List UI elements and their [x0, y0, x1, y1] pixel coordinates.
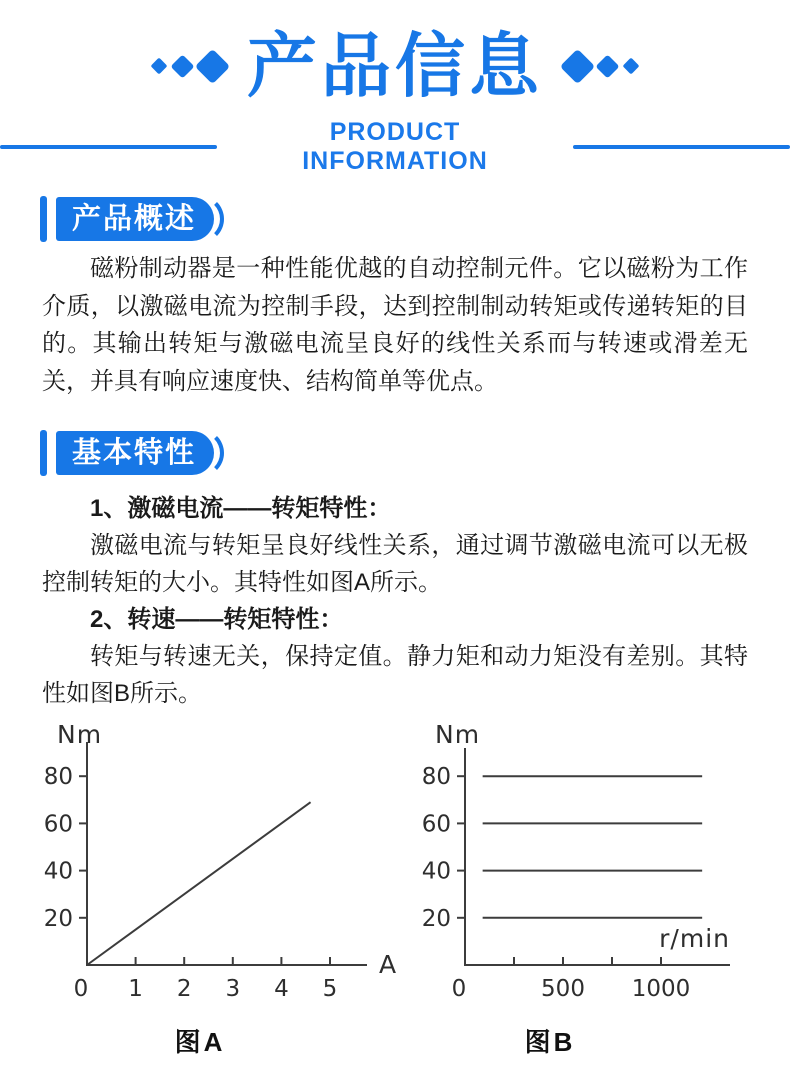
diamond-large-icon	[195, 48, 230, 83]
svg-text:60: 60	[421, 811, 451, 838]
svg-text:4: 4	[274, 976, 289, 1002]
svg-text:Nm: Nm	[435, 720, 481, 749]
svg-text:20: 20	[421, 905, 451, 932]
figure-a-caption: 图A	[174, 1027, 226, 1057]
section-badge-characteristics	[40, 429, 224, 477]
figure-b-chart	[420, 712, 770, 1012]
svg-text:60: 60	[43, 811, 73, 838]
title-row	[0, 26, 790, 106]
svg-text:20: 20	[43, 905, 73, 932]
badge-accent-bar	[40, 196, 47, 242]
svg-text:1: 1	[128, 976, 143, 1002]
section-badge-label: 基本特性	[56, 431, 214, 475]
diamond-medium-icon	[595, 54, 619, 78]
subtitle-rule-left	[0, 145, 217, 149]
diamond-ornament-left	[153, 54, 225, 79]
feature-1-heading: 1、激磁电流——转矩特性：	[90, 495, 392, 522]
page-header	[0, 0, 790, 176]
svg-text:3: 3	[225, 976, 241, 1002]
figure-a-chart	[40, 712, 410, 1012]
svg-text:5: 5	[322, 976, 338, 1002]
page-title: 产品信息	[247, 27, 543, 105]
figure-b-caption: 图B	[524, 1027, 576, 1057]
diamond-small-icon	[151, 58, 168, 75]
badge-accent-bar	[40, 430, 47, 476]
subtitle-rule-right	[573, 145, 790, 149]
badge-arc-icon	[176, 195, 224, 243]
feature-2-heading: 2、转速——转矩特性：	[90, 606, 344, 633]
page-subtitle: PRODUCT INFORMATION	[302, 118, 488, 175]
diamond-medium-icon	[170, 54, 194, 78]
svg-text:0: 0	[73, 976, 89, 1002]
badge-arc-icon	[176, 429, 224, 477]
subtitle-row	[0, 118, 790, 176]
svg-text:40: 40	[421, 858, 451, 885]
characteristics-block	[42, 490, 748, 712]
svg-text:80: 80	[421, 764, 451, 791]
svg-text:80: 80	[43, 764, 73, 791]
diamond-small-icon	[623, 58, 640, 75]
svg-text:0: 0	[451, 976, 467, 1002]
diamond-ornament-right	[565, 54, 637, 79]
diamond-large-icon	[560, 48, 595, 83]
section-badge-label: 产品概述	[56, 197, 214, 241]
feature-1-body: 激磁电流与转矩呈良好线性关系，通过调节激磁电流可以无极控制转矩的大小。其特性如图A所示。	[42, 532, 748, 596]
svg-text:2: 2	[176, 976, 192, 1002]
svg-text:40: 40	[43, 858, 73, 885]
overview-paragraph: 磁粉制动器是一种性能优越的自动控制元件。它以磁粉为工作介质，以激磁电流为控制手段，达到控制制动转矩或传递转矩的目的。其输出转矩与激磁电流呈良好的线性关系而与转速或滑差无关，并具有响应速度快、结构简单等优点。	[42, 255, 748, 395]
section-badge-overview	[40, 195, 224, 243]
svg-text:Nm: Nm	[57, 720, 103, 749]
svg-text:500: 500	[541, 976, 585, 1002]
svg-text:A: A	[379, 950, 398, 979]
feature-2-body: 转矩与转速无关，保持定值。静力矩和动力矩没有差别。其特性如图B所示。	[42, 643, 748, 707]
svg-text:1000: 1000	[631, 976, 691, 1002]
svg-text:r/min: r/min	[659, 924, 730, 953]
